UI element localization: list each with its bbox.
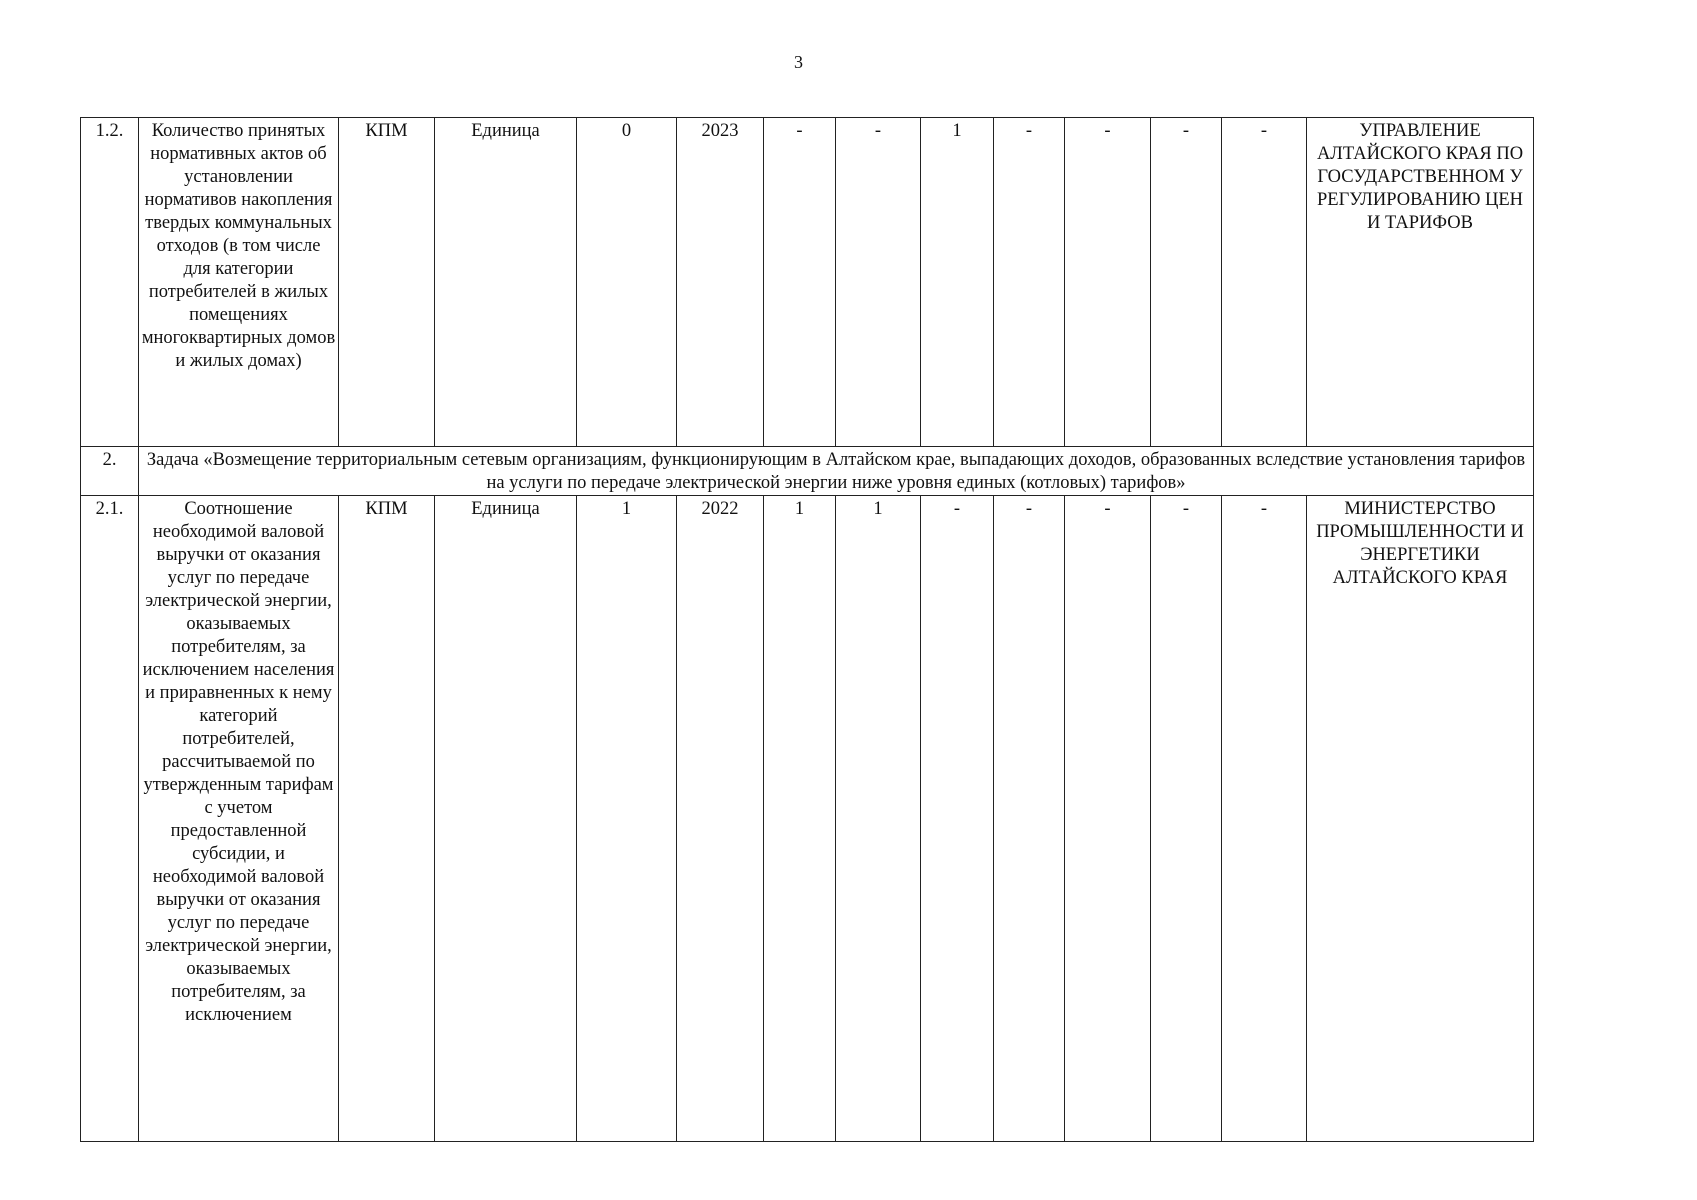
indicator-name: Количество принятых нормативных актов об установлении нормативов накопления твердых коммунальных отходов (в том числе для категории потребителей в жилых помещениях многоквартирных домов и жилых домах): [139, 118, 339, 447]
year-value: 1: [764, 496, 836, 1142]
indicators-table: [80, 117, 1534, 1142]
indicator-type: КПМ: [339, 496, 435, 1142]
year-value: -: [1151, 118, 1222, 447]
year-value: -: [1151, 496, 1222, 1142]
responsible-organization: УПРАВЛЕНИЕ АЛТАЙСКОГО КРАЯ ПО ГОСУДАРСТВЕННОМ У РЕГУЛИРОВАНИЮ ЦЕН И ТАРИФОВ: [1307, 118, 1534, 447]
year-value: 1: [836, 496, 921, 1142]
year-value: -: [764, 118, 836, 447]
year-value: -: [921, 496, 994, 1142]
year-value: -: [1222, 496, 1307, 1142]
year-value: -: [1065, 496, 1151, 1142]
task-row: [81, 447, 1534, 496]
year-value: -: [836, 118, 921, 447]
unit-of-measure: Единица: [435, 118, 577, 447]
page-number: 3: [794, 52, 803, 72]
row-number: 2.1.: [81, 496, 139, 1142]
table-row: [81, 118, 1534, 447]
row-number: 1.2.: [81, 118, 139, 447]
task-description: Задача «Возмещение территориальным сетевым организациям, функционирующим в Алтайском крае, выпадающих доходов, образованных вследствие установления тарифов на услуги по передаче электрической энергии ниже уровня единых (котловых) тарифов»: [139, 447, 1534, 496]
year-value: -: [1065, 118, 1151, 447]
base-year: 2023: [677, 118, 764, 447]
year-value: 1: [921, 118, 994, 447]
base-value: 0: [577, 118, 677, 447]
responsible-organization: МИНИСТЕРСТВО ПРОМЫШЛЕННОСТИ И ЭНЕРГЕТИКИ АЛТАЙСКОГО КРАЯ: [1307, 496, 1534, 1142]
table-row: [81, 496, 1534, 1142]
row-number: 2.: [81, 447, 139, 496]
indicator-type: КПМ: [339, 118, 435, 447]
year-value: -: [994, 118, 1065, 447]
unit-of-measure: Единица: [435, 496, 577, 1142]
indicator-name: Соотношение необходимой валовой выручки от оказания услуг по передаче электрической энергии, оказываемых потребителям, за исключением населения и приравненных к нему категорий потребителей, рассчитываемой по утвержденным тарифам с учетом предоставленной субсидии, и необходимой валовой выручки от оказания услуг по передаче электрической энергии, оказываемых потребителям, за исключением: [139, 496, 339, 1142]
year-value: -: [1222, 118, 1307, 447]
base-year: 2022: [677, 496, 764, 1142]
year-value: -: [994, 496, 1065, 1142]
base-value: 1: [577, 496, 677, 1142]
